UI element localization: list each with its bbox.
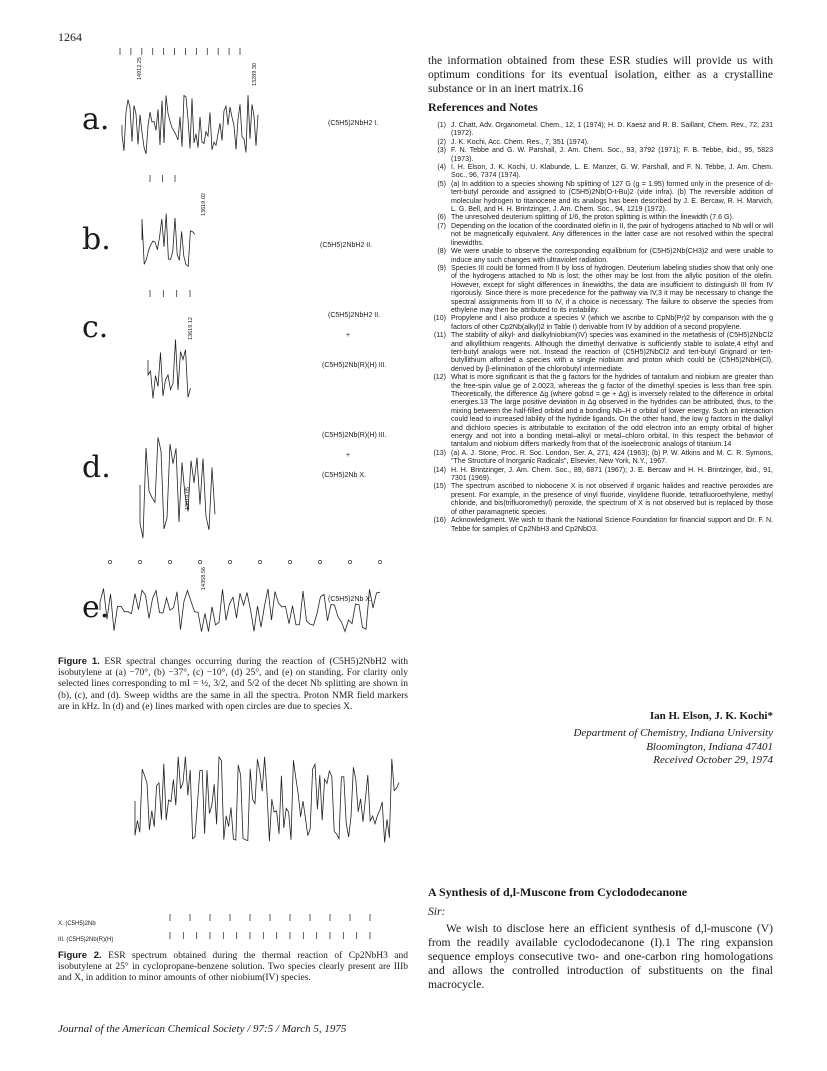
affiliation (428, 727, 773, 768)
marker-label-6: 14358.56 (201, 567, 207, 590)
reference-text: The unresolved deuterium splitting of 1/6, the proton splitting is within the linewidth (7.6 G). (451, 214, 734, 222)
reference-text: H. H. Brintzinger, J. Am. Chem. Soc., 89, 6871 (1967); J. E. Bercaw and H. H. Brintzinger, ibid., 91, 7301 (1969). (451, 466, 773, 483)
esr-trace-fig2 (135, 757, 399, 843)
reference-text: Propylene and I also produce a species V (which we ascribe to CpNb(Pr)2 by comparison with the g factors of other Cp2Nb(alkyl)2 in Table I) derivable from IV by addition of a second propylene. (451, 315, 773, 331)
reference-item (428, 483, 773, 517)
reference-number: (13) (433, 449, 446, 457)
reference-item (428, 214, 773, 222)
figure1-spectra (80, 40, 410, 650)
received-date: Received October 29, 1974 (653, 754, 773, 766)
reference-text: I. H. Elson, J. K. Kochi, U. Klabunde, L. E. Manzer, G. W. Parshall, and F. N. Tebbe, J. Am. Chem. Soc., 96, 7374 (1974). (451, 164, 773, 180)
species-x-circle (378, 560, 381, 563)
reference-number: (16) (433, 517, 446, 525)
figure2-caption-text: ESR spectrum obtained during the thermal reaction of Cp2NbH3 and isobutylene at 25° in cyclopropane-benzene solution. Two species clearly present are IIIb and X, in addition to minor amounts of other niobium(IV) species. (58, 951, 408, 984)
reference-number: (12) (433, 374, 446, 382)
species-a: (C5H5)2NbH2 I. (328, 120, 379, 127)
article2-salutation: Sir: (428, 905, 446, 918)
figure2-stick-lines (160, 912, 380, 948)
page-number: 1264 (58, 30, 82, 44)
species-x-circle (168, 560, 171, 563)
marker-label-2: 13289.30 (252, 63, 258, 86)
reference-number: (15) (433, 483, 446, 491)
article2-title: A Synthesis of d,l-Muscone from Cyclododecanone (428, 885, 688, 899)
species-b: (C5H5)2NbH2 II. (320, 242, 373, 249)
reference-text: The spectrum ascribed to niobocene X is not observed if organic halides and reactive peroxides are present. For example, in the presence of vinyl fluoride, vinylidene fluoride, tetrafluoroethylene, methyl chloride, and bis(trifluoromethyl) peroxide, the spectrum of X is not observed but is replaced by those of other paramagnetic species. (451, 483, 773, 516)
species-c3: (C5H5)2Nb(R)(H) III. (322, 362, 387, 369)
reference-text: Depending on the location of the coordinated olefin in II, the pair of hydrogens attached to Nb will or will not be magnetically equivalent. Any differences in the latter case are not resolved within the spectral linewidths. (451, 222, 774, 247)
reference-number: (10) (433, 315, 446, 323)
reference-text: Species III could be formed from II by loss of hydrogen. Deuterium labeling studies show that only one of the hydrogens attached to Nb is lost; the other may be lost from the allylic position of the olefin. However, except for slight differences in linewidths, the data are insufficient to distinguish III from IV rigorously. Since there is more precedence for the pathway via IV,3 it may be necessary to change the spectral assignments from III to IV, if a choice is necessary. The failure to observe the species from ethylene may then be attributed to its instability. (451, 264, 773, 314)
reference-number: (11) (433, 332, 446, 340)
figure2-legend-x: X. (C5H5)2Nb (58, 921, 96, 927)
marker-label-1: 14912.25 (137, 57, 143, 80)
species-x-circle (288, 560, 291, 563)
authors: Ian H. Elson, J. K. Kochi* (649, 710, 773, 722)
affiliation-department: Department of Chemistry, Indiana University (573, 727, 773, 739)
reference-number: (3) (437, 147, 446, 155)
esr-trace-d (140, 437, 215, 538)
reference-text: J. Chatt, Adv. Organometal. Chem., 12, 1 (1974); H. D. Kaesz and R. B. Saillant, Chem. Rev., 72, 231 (1972). (451, 122, 773, 138)
reference-number: (4) (437, 164, 446, 172)
species-d3: (C5H5)2Nb X. (322, 472, 366, 479)
esr-trace-b (142, 214, 195, 267)
panel-label-e: e. (82, 590, 110, 625)
species-c1: (C5H5)2NbH2 II. (328, 312, 381, 319)
panel-label-b: b. (82, 222, 111, 257)
references-list (428, 122, 773, 534)
esr-trace-a (122, 95, 258, 154)
references-heading: References and Notes (428, 100, 538, 114)
figure1-caption-text: ESR spectral changes occurring during the reaction of (C5H5)2NbH2 with isobutylene at (a) −70°, (b) −37°, (c) −10°, (d) 25°, and (e) on standing. For clarity only selected lines corresponding to mI = ½, 3/2, and 5/2 of the decet Nb splitting are shown in (b), (c), and (d). Sweep widths are the same in all the spectra. Proton NMR field markers are in kHz. In (d) and (e) lines marked with open circles are due to species X. (58, 657, 408, 712)
species-d1: (C5H5)2Nb(R)(H) III. (322, 432, 387, 439)
reference-text: We were unable to observe the corresponding equilibrium for (C5H5)2Nb(CH3)2 and were unable to induce any such changes with ultraviolet radiation. (451, 248, 773, 264)
reference-number: (1) (437, 122, 446, 129)
panel-label-a: a. (82, 102, 110, 137)
reference-item (428, 450, 773, 467)
reference-text: J. K. Kochi, Acc. Chem. Res., 7, 351 (1974). (451, 138, 589, 146)
reference-text: F. N. Tebbe and G. W. Parshall, J. Am. Chem. Soc., 93, 3792 (1971); F. B. Tebbe, ibid., 95, 5823 (1973). (451, 147, 773, 163)
reference-number: (9) (437, 264, 446, 272)
figure2-caption (58, 950, 408, 985)
reference-item (428, 139, 773, 147)
reference-number: (7) (437, 222, 446, 230)
reference-item (428, 248, 773, 265)
species-x-circle (108, 560, 111, 563)
reference-text: (a) In addition to a species showing Nb splitting of 127 G (g = 1.95) formed only in the presence of di-tert-butyl peroxide and assigned to (C5H5)2Nb(O-t-Bu)2 (vide infra). (b) The reversible addition of molecular hydrogen to titanocene and its analogs has been described by J. E. Bercaw, R. H. Marvich, L. G. Bell, and H. H. Brintzinger, J. Am. Chem. Soc., 94, 1219 (1972). (451, 180, 773, 214)
reference-text: (a) A. J. Stone, Proc. R. Soc. London, Ser. A, 271, 424 (1963); (b) P. W. Atkins and M. C. R. Symons, "The Structure of Inorganic Radicals", Elsevier, New York, N.Y., 1967. (451, 449, 773, 466)
reference-item (428, 467, 773, 484)
reference-item (428, 122, 773, 139)
reference-number: (8) (437, 248, 446, 256)
species-x-circle (138, 560, 141, 563)
species-x-circle (318, 560, 321, 563)
figure2-caption-label: Figure 2. (58, 950, 102, 961)
figure2-legend-iii: III. (C5H5)2Nb(R)(H) (58, 937, 114, 943)
marker-label-5: 13819.05 (185, 487, 191, 510)
reference-item (428, 147, 773, 164)
species-e: (C5H5)2Nb X. (328, 596, 372, 603)
reference-number: (6) (437, 214, 446, 222)
species-c2: + (346, 332, 351, 339)
figure2-spectrum (115, 696, 415, 916)
species-d2: + (346, 452, 351, 459)
reference-item (428, 374, 773, 450)
reference-item (428, 181, 773, 215)
reference-item (428, 315, 773, 332)
figure1-caption-label: Figure 1. (58, 656, 100, 667)
journal-footer: Journal of the American Chemical Society / 97:5 / March 5, 1975 (58, 1023, 347, 1035)
intro-paragraph: the information obtained from these ESR studies will provide us with optimum conditions for its eventual isolation, either as a crystalline substance or in an inert matrix.16 (428, 54, 773, 95)
reference-number: (14) (433, 466, 446, 474)
article2-paragraph: We wish to disclose here an efficient synthesis of d,l-muscone (V) from the readily available cyclododecanone (I).1 The ring expansion sequence employs consecutive two- and one-carbon ring homologations and allows the controlled introduction of substituents on the final macrocycle. (428, 922, 773, 991)
reference-item (428, 332, 773, 374)
reference-item (428, 164, 773, 181)
reference-item (428, 223, 773, 248)
reference-number: (5) (437, 180, 446, 188)
marker-label-4: 13619.12 (188, 317, 194, 340)
reference-text: What is more significant is that the g factors for the hydrides of tantalum and niobium are greater than the free-spin value ge of 2.0023, whereas the g factor of the dimethyl species is less than free spin. Theoretically, the difference Δg (where gobsd = ge + Δg) is inversely related to the difference in orbital energies.13 The large positive deviation in Δg observed in the hydrides can be attributed, thus, to the mixing between the half-filled orbital and a bonding Nb–H σ orbital of lower energy. Such an interaction could lead to increased lability of the hydride ligands. On the other hand, the low g factors in the dialkyl and dichloro species is attributable to excitation of the odd electron into an empty orbital of higher energy and not into a bonding metal–alkyl or metal–chloro orbital. In this respect the behavior of tantalum and niobium differs markedly from that of the isoelectronic analogs of titanium.14 (451, 374, 773, 449)
reference-item (428, 517, 773, 534)
species-x-circle (198, 560, 201, 563)
reference-item (428, 265, 773, 315)
figure2-svg (115, 696, 415, 916)
marker-label-3: 13619.02 (201, 193, 207, 216)
species-x-circle (228, 560, 231, 563)
esr-trace-c (148, 340, 191, 399)
species-x-circle (258, 560, 261, 563)
species-x-circle (348, 560, 351, 563)
reference-number: (2) (437, 138, 446, 146)
reference-text: The stability of alkyl- and dialkylniobium(IV) species was examined in the metathesis of (C5H5)2NbCl2 and alkyllithium reagents. Although the dimethyl derivative is sufficiently stable to isolate,4 ethyl and tert-butyl analogs were not. Instead the reaction of (C5H5)2NbCl2 and tert-butyl Grignard or tert-butyllithium afforded a species with a single niobium and proton which could be (C5H5)2NbH(Cl), derived by β-elimination of the chlorobutyl intermediate. (451, 332, 773, 373)
panel-label-c: c. (82, 310, 109, 345)
affiliation-city: Bloomington, Indiana 47401 (646, 740, 773, 753)
panel-label-d: d. (82, 450, 111, 485)
reference-text: Acknowledgment. We wish to thank the National Science Foundation for financial support and Dr. F. N. Tebbe for samples of Cp2NbH3 and Cp2NbD3. (451, 517, 773, 533)
figure1-svg (80, 40, 410, 650)
